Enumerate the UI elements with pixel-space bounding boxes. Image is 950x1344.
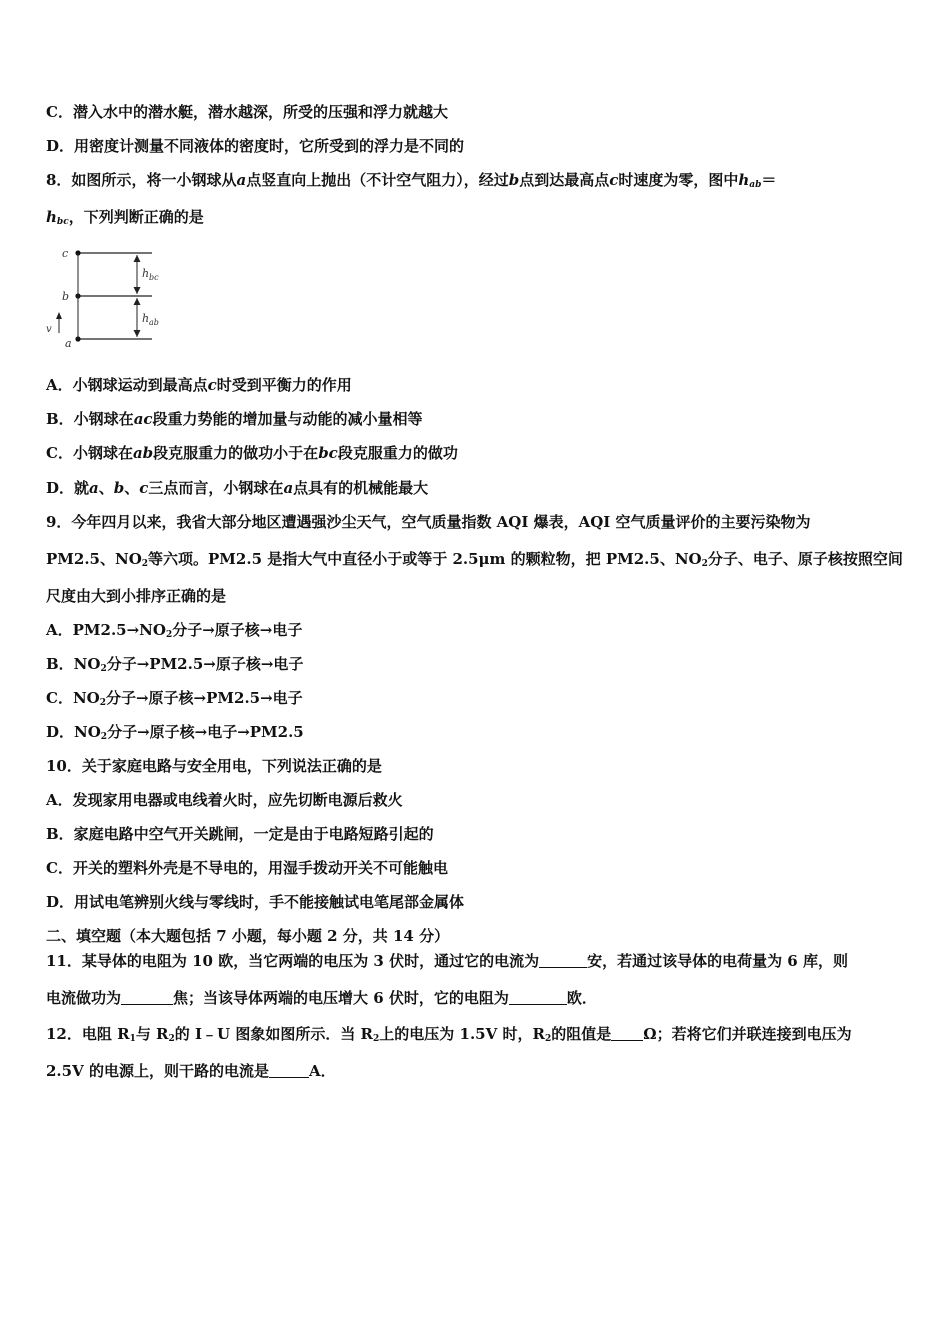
answer-blank[interactable] (509, 990, 567, 1005)
q12-text: 上的电压为 1.5V 时，R (379, 1025, 545, 1043)
q10-option-d (46, 892, 464, 912)
r2-subscript: 2 (544, 1034, 552, 1044)
q8-stem-text: 8．如图所示，将一小钢球从 (46, 171, 237, 189)
q8-var-b: b (113, 479, 125, 497)
q9-stem-line1 (46, 512, 811, 532)
q9-stem-text: 尺度由大到小排序正确的是 (46, 587, 227, 605)
q8-option-a (46, 375, 352, 395)
q8-stem-text: 点到达最高点 (519, 171, 610, 189)
q8-option-d (46, 478, 428, 498)
q8-sep: 、 (124, 479, 140, 497)
q7-option-d-text: D．用密度计测量不同液体的密度时，它所受到的浮力是不同的 (46, 137, 465, 155)
q8-option-b-text: 段重力势能的增加量与动能的减小量相等 (152, 410, 423, 428)
q10-option-d-text: D．用试电笔辨别火线与零线时，手不能接触试电笔尾部金属体 (46, 893, 465, 911)
q11-text: 欧． (566, 989, 597, 1007)
q8-var-c: c (207, 376, 217, 394)
q9-stem-text: 分子、电子、原子核按照空间 (707, 550, 903, 568)
q12-text: Ω；若将它们并联连接到电压为 (643, 1025, 852, 1043)
q8-equals: ＝ (761, 171, 777, 189)
q8-var-a: a (89, 479, 99, 497)
no2-subscript: 2 (141, 559, 149, 569)
fig-label-v: v (46, 324, 52, 335)
dim-hab-arrow-up-icon (134, 298, 141, 305)
q7-option-d (46, 136, 464, 156)
q8-option-d-text: 点具有的机械能最大 (293, 479, 429, 497)
q12-line2 (46, 1061, 336, 1081)
q8-option-c (46, 443, 458, 463)
r2-subscript: 2 (373, 1034, 380, 1044)
no2-subscript: 2 (100, 664, 107, 674)
q9-stem-line2 (46, 549, 903, 574)
section-heading-text: 二、填空题（本大题包括 7 小题，每小题 2 分，共 14 分） (46, 927, 450, 945)
fig-label-b: b (62, 290, 70, 303)
fig-label-hbc-sub: bc (149, 273, 159, 282)
q9-option-b (46, 654, 303, 679)
q8-stem-text: 点竖直向上抛出（不计空气阻力），经过 (246, 171, 509, 189)
q8-var-ac: ac (133, 410, 153, 428)
r2-subscript: 2 (168, 1034, 175, 1044)
no2-subscript: 2 (165, 630, 173, 640)
dim-hbc-arrow-up-icon (134, 255, 141, 262)
dim-hbc-arrow-down-icon (134, 287, 141, 294)
q11-text: 电流做功为 (46, 989, 122, 1007)
q9-option-d-text: 分子→原子核→电子→PM2.5 (107, 723, 304, 741)
q8-var-h: h (46, 208, 57, 226)
velocity-arrow-icon (56, 312, 62, 319)
q8-var-bc: bc (318, 444, 338, 462)
q10-option-b-text: B．家庭电路中空气开关跳闸，一定是由于电路短路引起的 (46, 825, 434, 843)
q11-text: 安，若通过该导体的电荷量为 6 库，则 (587, 952, 848, 970)
q10-option-b (46, 824, 434, 844)
q9-option-d (46, 722, 304, 747)
q10-stem-text: 10．关于家庭电路与安全用电，下列说法正确的是 (46, 757, 382, 775)
q7-option-c (46, 102, 448, 122)
q9-option-a-text: 分子→原子核→电子 (172, 621, 303, 639)
q8-stem-text: 时速度为零，图中 (618, 171, 739, 189)
q10-option-c-text: C．开关的塑料外壳是不导电的，用湿手拨动开关不可能触电 (46, 859, 448, 877)
q8-option-a-text: 时受到平衡力的作用 (216, 376, 352, 394)
q11-text: 11．某导体的电阻为 10 欧，当它两端的电压为 3 伏时，通过它的电流为 (46, 952, 540, 970)
q9-option-a-text: A．PM2.5→NO (46, 621, 166, 639)
fig-label-c: c (62, 247, 69, 260)
dim-hab-arrow-down-icon (134, 330, 141, 337)
q8-option-c-text: 段克服重力的做功小于在 (153, 444, 319, 462)
q8-option-d-text: D．就 (46, 479, 90, 497)
q12-text: 的 I﹣U 图象如图所示．当 R (174, 1025, 374, 1043)
q12-text: 与 R (135, 1025, 169, 1043)
q7-option-c-text: C．潜入水中的潜水艇，潜水越深，所受的压强和浮力就越大 (46, 103, 448, 121)
q8-option-a-text: A．小钢球运动到最高点 (46, 376, 208, 394)
q10-option-a-text: A．发现家用电器或电线着火时，应先切断电源后救火 (46, 791, 403, 809)
q8-sub-ab: ab (749, 180, 762, 190)
answer-blank[interactable] (121, 990, 173, 1005)
q12-line1 (46, 1024, 852, 1049)
q11-text: 焦；当该导体两端的电压增大 6 伏时，它的电阻为 (173, 989, 509, 1007)
fig-label-hbc: h (142, 267, 150, 280)
q9-stem-text: PM2.5、NO (46, 550, 142, 568)
no2-subscript: 2 (100, 732, 108, 742)
q8-var-a: a (283, 479, 294, 497)
q8-figure-diagram (40, 242, 170, 357)
q8-option-b-text: B．小钢球在 (46, 410, 134, 428)
answer-blank[interactable] (611, 1026, 643, 1041)
q8-var-c: c (609, 171, 619, 189)
q9-stem-line3 (46, 586, 226, 606)
q8-option-c-text: 段克服重力的做功 (337, 444, 458, 462)
q8-sub-bc: bc (56, 217, 69, 227)
section-heading (46, 926, 449, 946)
q10-option-a (46, 790, 403, 810)
q10-stem (46, 756, 382, 776)
q9-option-c-text: C．NO (46, 689, 100, 707)
q8-var-ab: ab (132, 444, 154, 462)
q12-text: 的阻值是 (551, 1025, 612, 1043)
q8-option-c-text: C．小钢球在 (46, 444, 133, 462)
q8-stem-line2 (46, 207, 204, 232)
q9-option-c-text: 分子→原子核→PM2.5→电子 (105, 689, 303, 707)
q8-var-b: b (508, 171, 520, 189)
fig-label-hab-sub: ab (149, 318, 159, 327)
answer-blank[interactable] (539, 953, 587, 968)
q10-option-c (46, 858, 448, 878)
q9-option-b-text: 分子→PM2.5→原子核→电子 (106, 655, 304, 673)
q8-stem-line1 (46, 170, 776, 195)
q8-var-a: a (236, 171, 247, 189)
r1-subscript: 1 (129, 1034, 136, 1044)
q9-option-c (46, 688, 303, 713)
no2-subscript: 2 (701, 559, 708, 569)
fig-label-a: a (65, 337, 72, 350)
q8-option-b (46, 409, 423, 429)
q8-var-c: c (139, 479, 149, 497)
q11-line2 (46, 988, 597, 1008)
q9-option-b-text: B．NO (46, 655, 101, 673)
q12-text: A． (308, 1062, 336, 1080)
q8-sep: 、 (98, 479, 114, 497)
q9-stem-text: 9．今年四月以来，我省大部分地区遭遇强沙尘天气，空气质量指数 AQI 爆表，AQI 空气质量评价的主要污染物为 (46, 513, 811, 531)
q8-var-h: h (738, 171, 750, 189)
no2-subscript: 2 (99, 698, 106, 708)
q12-text: 12．电阻 R (46, 1025, 130, 1043)
q11-line1 (46, 951, 848, 971)
fig-label-hab: h (142, 312, 150, 325)
q9-option-a (46, 620, 302, 645)
q12-text: 2.5V 的电源上，则干路的电流是 (46, 1062, 269, 1080)
q9-option-d-text: D．NO (46, 723, 101, 741)
q8-stem-text: ，下列判断正确的是 (68, 208, 204, 226)
q8-option-d-text: 三点而言，小钢球在 (148, 479, 284, 497)
answer-blank[interactable] (269, 1063, 309, 1078)
q9-stem-text: 等六项。PM2.5 是指大气中直径小于或等于 2.5μm 的颗粒物，把 PM2.5、NO (148, 550, 702, 568)
